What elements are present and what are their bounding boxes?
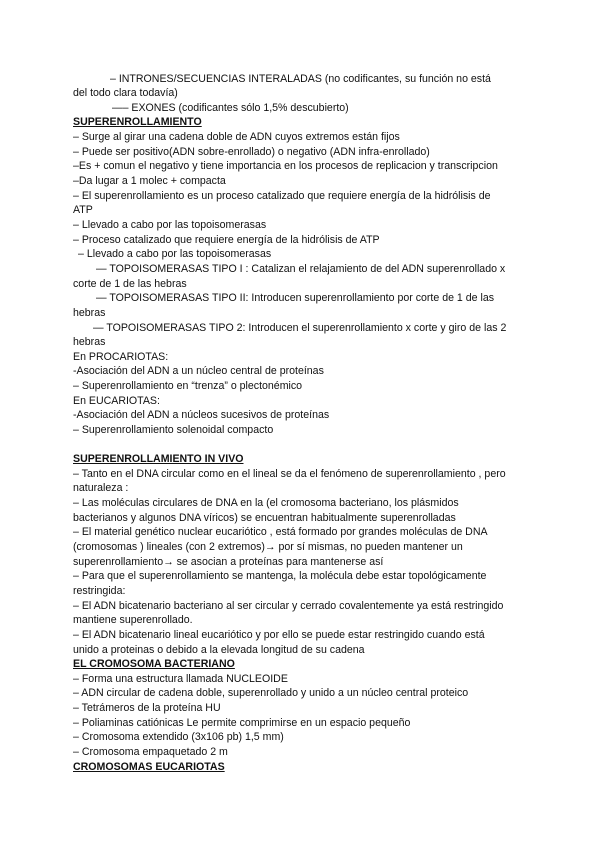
text-line: mantiene superenrollado.	[73, 614, 193, 626]
section-heading: SUPERENROLLAMIENTO	[73, 116, 202, 128]
text-line: – El ADN bicatenario lineal eucariótico y por ello se puede estar restringido cuando está	[73, 629, 485, 641]
text-line: – Llevado a cabo por las topoisomerasas	[73, 219, 267, 231]
text-line: – El material genético nuclear eucariótico , está formado por grandes moléculas de DNA	[73, 526, 488, 538]
text-line: hebras	[73, 336, 106, 348]
section-heading: CROMOSOMAS EUCARIOTAS	[73, 761, 225, 773]
text-line: – Para que el superenrollamiento se mantenga, la molécula debe estar topológicamente	[73, 570, 487, 582]
text-line: – Las moléculas circulares de DNA en la (el cromosoma bacteriano, los plásmidos	[73, 497, 459, 509]
text-line: – INTRONES/SECUENCIAS INTERALADAS (no codificantes, su función no está	[110, 73, 491, 85]
text-line: superenrollamiento→ se asocian a proteínas para mantenerse así	[73, 556, 384, 568]
text-line: -Asociación del ADN a núcleos sucesivos de proteínas	[73, 409, 330, 421]
text-line: – Proceso catalizado que requiere energía de la hidrólisis de ATP	[73, 234, 380, 246]
text-line: (cromosomas ) lineales (con 2 extremos)→ por sí mismas, no pueden mantener un	[73, 541, 463, 553]
text-line: –Es + comun el negativo y tiene importancia en los procesos de replicacion y transcripcion	[73, 160, 498, 172]
text-line: – Tetrámeros de la proteína HU	[73, 702, 221, 714]
text-line: – Superenrollamiento en “trenza” o plectonémico	[73, 380, 303, 392]
text-line: — TOPOISOMERASAS TIPO II: Introducen superenrollamiento por corte de 1 de las	[96, 292, 495, 304]
text-line: – Llevado a cabo por las topoisomerasas	[78, 248, 272, 260]
text-line: – Cromosoma extendido (3x106 pb) 1,5 mm)	[73, 731, 284, 743]
text-line: unido a proteinas o debido a la elevada longitud de su cadena	[73, 644, 365, 656]
text-line: En PROCARIOTAS:	[73, 351, 169, 363]
text-line: naturaleza :	[73, 482, 129, 494]
text-line: del todo clara todavía)	[73, 87, 178, 99]
text-line: – Puede ser positivo(ADN sobre-enrollado) o negativo (ADN infra-enrollado)	[73, 146, 430, 158]
text-line: – Forma una estructura llamada NUCLEOIDE	[73, 673, 288, 685]
text-line: ATP	[73, 204, 93, 216]
section-heading: EL CROMOSOMA BACTERIANO	[73, 658, 235, 670]
text-line: — TOPOISOMERASAS TIPO I : Catalizan el relajamiento de del ADN superenrollado x	[96, 263, 506, 275]
text-line: – ADN circular de cadena doble, superenrollado y unido a un núcleo central proteico	[73, 687, 469, 699]
text-line: bacterianos y algunos DNA víricos) se encuentran habitualmente superenrolladas	[73, 512, 456, 524]
text-line: – Poliaminas catiónicas Le permite comprimirse en un espacio pequeño	[73, 717, 411, 729]
text-line: – Cromosoma empaquetado 2 m	[73, 746, 228, 758]
text-line: — TOPOISOMERASAS TIPO 2: Introducen el superenrollamiento x corte y giro de las 2	[93, 322, 507, 334]
text-line: corte de 1 de las hebras	[73, 278, 187, 290]
text-line: -Asociación del ADN a un núcleo central de proteínas	[73, 365, 324, 377]
text-line: restringida:	[73, 585, 126, 597]
section-heading: SUPERENROLLAMIENTO IN VIVO	[73, 453, 244, 465]
text-line: —– EXONES (codificantes sólo 1,5% descubierto)	[112, 102, 349, 114]
text-line: hebras	[73, 307, 106, 319]
text-line: – Tanto en el DNA circular como en el lineal se da el fenómeno de superenrollamiento , pero	[73, 468, 506, 480]
text-line: – El ADN bicatenario bacteriano al ser circular y cerrado covalentemente ya está restringido	[73, 600, 504, 612]
text-line: En EUCARIOTAS:	[73, 395, 160, 407]
text-line: – Surge al girar una cadena doble de ADN cuyos extremos están fijos	[73, 131, 400, 143]
text-line: –Da lugar a 1 molec + compacta	[73, 175, 226, 187]
text-line: – Superenrollamiento solenoidal compacto	[73, 424, 274, 436]
text-line: – El superenrollamiento es un proceso catalizado que requiere energía de la hidrólisis de	[73, 190, 491, 202]
